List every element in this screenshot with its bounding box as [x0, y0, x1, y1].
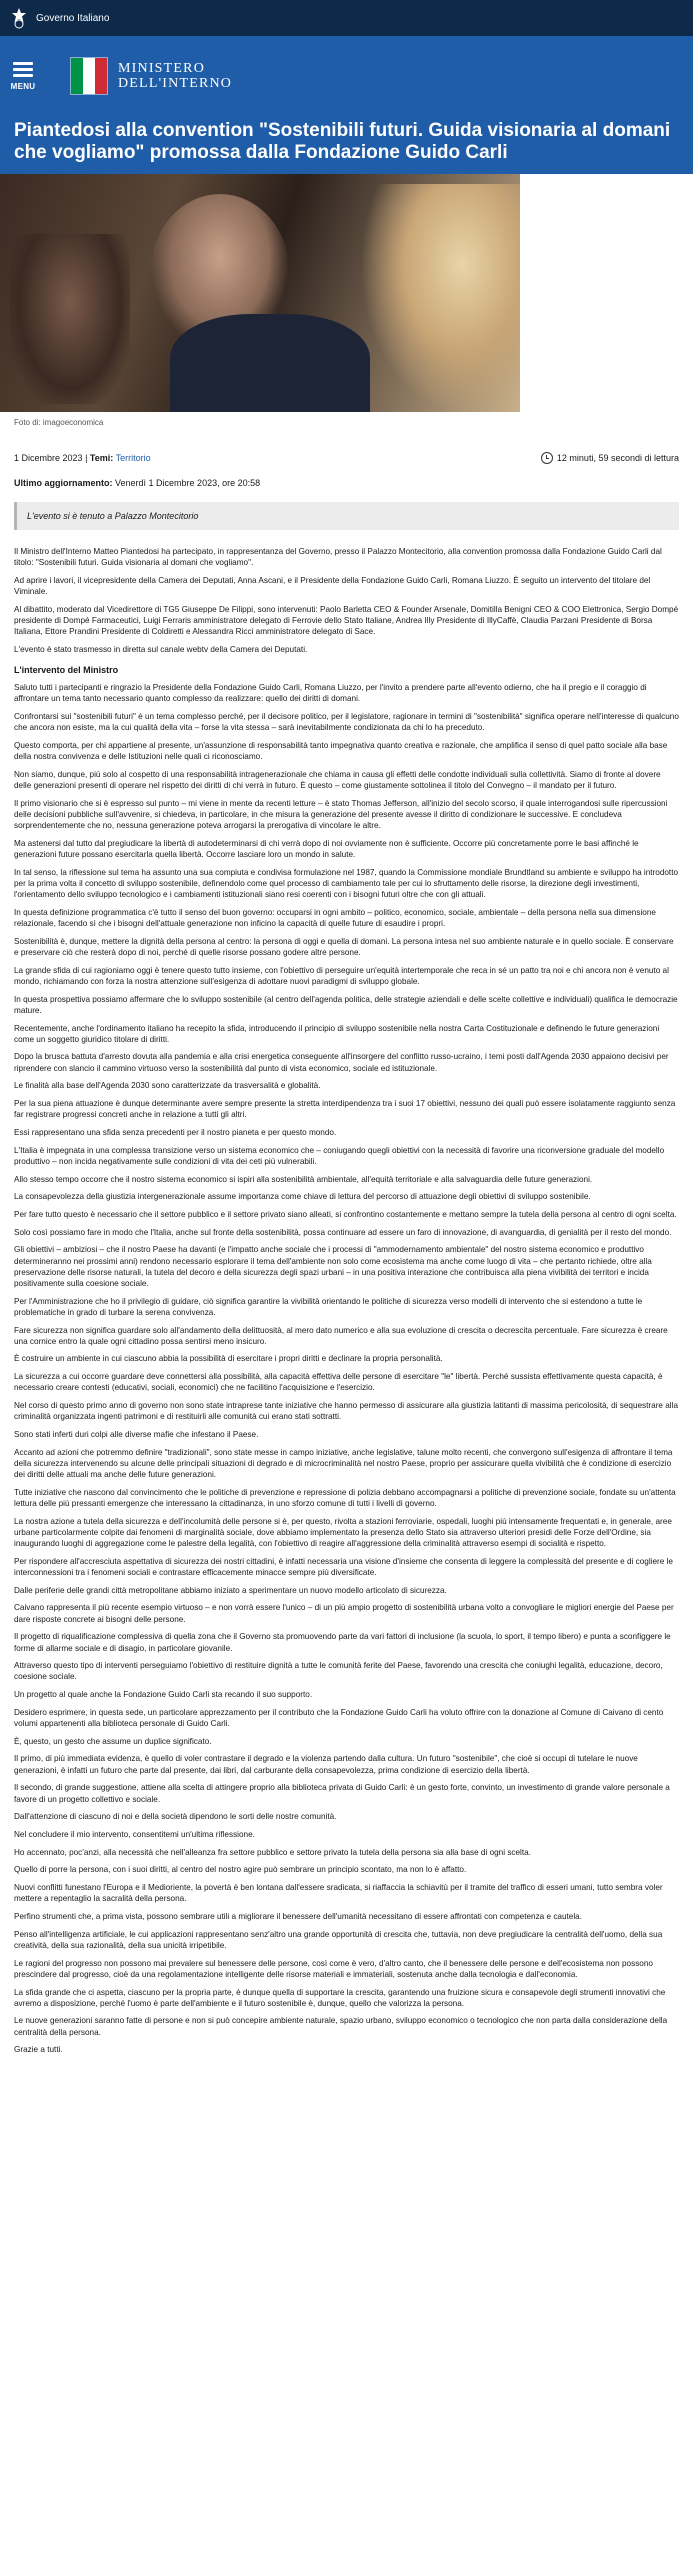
flag-green: [71, 58, 83, 94]
article-paragraph: La sfida grande che ci aspetta, ciascuno per la propria parte, è dunque quella di supportare la crescita, garantendo una fruizione sicura e consapevole degli strumenti innovativi che avremo a disposizione, perché l'uomo è parte dell'ambiente e il futuro sostenibile è, dunque, quello che valorizza la persona.: [14, 1987, 666, 2008]
article-paragraph: L'Italia è impegnata in una complessa transizione verso un sistema economico che – coniugando quegli obiettivi con la necessità di favorire una riconversione graduale del modello produttivo – non incida negativamente sulle condizioni di vita dei ceti più vulnerabili.: [14, 1145, 665, 1166]
menu-button[interactable]: [10, 62, 36, 91]
article-paragraph: Ad aprire i lavori, il vicepresidente della Camera dei Deputati, Anna Ascani, e il Presidente della Fondazione Guido Carli, Romana Liuzzo. È seguito un intervento del titolare del Viminale.: [14, 575, 651, 597]
article-paragraph: Le finalità alla base dell'Agenda 2030 sono caratterizzate da trasversalità e globalità.: [14, 1081, 321, 1091]
article-paragraph: In questa prospettiva possiamo affermare che lo sviluppo sostenibile (al centro dell'agenda politica, delle strategie aziendali e delle scelte collettive e individuali) qualifica le democrazie mature.: [14, 994, 678, 1015]
article-paragraph: In questa definizione programmatica c'è tutto il senso del buon governo: occuparsi in ogni ambito – politico, economico, sociale, ambientale – della persona nella sua dimensione relazionale, facendo sì che i bisogni dell'attuale generazione non inficino la capacità di quelle future di esaudire i propri.: [14, 907, 656, 929]
hamburger-icon-line: [13, 74, 33, 77]
themes-label: Temi:: [89, 453, 114, 463]
article-paragraph: Per l'Amministrazione che ho il privilegio di guidare, ciò significa garantire la vivibilità orientando le politiche di sicurezza verso modelli di intervento che si estendono a tutte le problematiche in grado di turbare la serena convivenza.: [14, 1296, 643, 1317]
article-paragraph: Per rispondere all'accresciuta aspettativa di sicurezza dei nostri cittadini, è infatti necessaria una visione d'insieme che consenta di leggere la complessità del presente e di cogliere le interconnessioni tra i fenomeni sociali e contrastare efficacemente minacce sempre più diversificate.: [14, 1556, 673, 1578]
article-paragraph: La nostra azione a tutela della sicurezza e dell'incolumità delle persone si è, per questo, rivolta a stazioni ferroviarie, ospedali, luoghi più intensamente frequentati e, in generale, aree urbane particolarmente colpite dai fenomeni di marginalità sociale, dove abbiamo implementato la presenza dello Stato sia attraverso ulteriori presidi delle Forze dell'Ordine, sia inaugurando luoghi di aggregazione come le palestre della legalità, con l'obiettivo di reagire all'aggressione della criminalità attraverso esempi di socialità e rispetto.: [14, 1516, 672, 1549]
reading-time-text: 12 minuti, 59 secondi di lettura: [556, 453, 679, 463]
article-paragraph: Il primo visionario che si è espresso sul punto – mi viene in mente da recenti letture – è stato Thomas Jefferson, all'inizio del secolo scorso, il quale interrogandosi sulle ripercussioni delle decisioni pubbliche sull'avvenire, si chiedeva, in particolare, in che misura la generazione del presente avesse il diritto di condizionare le successive. E concludeva sorprendentemente che no, nessuna generazione poteva arrogarsi la prerogativa di vincolare le altre.: [14, 798, 668, 831]
article-paragraph: È, questo, un gesto che assume un duplice significato.: [14, 1736, 212, 1746]
updated-label: Ultimo aggiornamento:: [14, 478, 113, 488]
logo-line1: MINISTERO: [118, 61, 206, 76]
menu-label: MENU: [10, 81, 36, 91]
article-paragraph: Recentemente, anche l'ordinamento italiano ha recepito la sfida, introducendo il principio di sviluppo sostenibile nella nostra Carta Costituzionale e definendo le future generazioni come un soggetto giuridico titolare di diritti.: [14, 1023, 660, 1044]
article-paragraph: Solo così possiamo fare in modo che l'Italia, anche sul fronte della sostenibilità, possa continuare ad essere un faro di innovazione, di avanguardia, di genialità per il resto del mondo.: [14, 1227, 672, 1237]
hamburger-icon: [13, 62, 33, 65]
article-paragraph: La consapevolezza della giustizia intergenerazionale assume importanza come chiave di lettura del percorso di attuazione degli obiettivi di sviluppo sostenibile.: [14, 1192, 591, 1202]
article-paragraph: Tutte iniziative che nascono dal convincimento che le politiche di prevenzione e repressione di polizia debbano accompagnarsi a politiche di prevenzione sociale, fondate su un'attenta lettura delle più pressanti emergenze che interessano la cittadinanza, in uno sforzo comune di tutti i livelli di governo.: [14, 1487, 676, 1508]
updated-value: Venerdì 1 Dicembre 2023, ore 20:58: [115, 478, 261, 488]
photo-figure: [360, 184, 520, 412]
article-paragraph: Il progetto di riqualificazione complessiva di quella zona che il Governo sta promuovendo parte da vari fattori di inclusione (la scuola, lo sport, il tempo libero) e punta a sconfiggere le forme di allarme sociale e di disagio, in particolare giovanile.: [14, 1632, 671, 1653]
section-heading: L'intervento del Ministro: [14, 665, 119, 676]
article-paragraph: Dall'attenzione di ciascuno di noi e della società dipendono le sorti delle nostre comunità.: [14, 1812, 337, 1822]
article-paragraph: Quello di porre la persona, con i suoi diritti, al centro del nostro agire può sembrare un principio scontato, ma non lo è affatto.: [14, 1865, 467, 1875]
flag-red: [95, 58, 107, 94]
article-paragraph: Dopo la brusca battuta d'arresto dovuta alla pandemia e alla crisi energetica conseguente all'insorgere del conflitto russo-ucraino, i temi posti dall'Agenda 2030 appaiono decisivi per riprendere con slancio il cammino virtuoso verso la sostenibilità dal punto di vista economico, sociale ed istituzionale.: [14, 1052, 669, 1073]
article-body: [0, 530, 693, 2056]
article-paragraph: Il primo, di più immediata evidenza, è quello di voler contrastare il degrado e la violenza partendo dalla cultura. Un futuro "sostenibile", che cioè si occupi di tutelare le nuove generazioni, è infatti un futuro che parte dal presente, dai libri, dal carburante della consapevolezza, prima condizione di esercizio della libertà.: [14, 1754, 638, 1775]
article-paragraph: Il Ministro dell'Interno Matteo Piantedosi ha partecipato, in rappresentanza del Governo, presso il Palazzo Montecitorio, alla convention promossa dalla Fondazione Guido Carli dal titolo: "Sostenibili futuri. Guida visionaria al domani che vogliamo".: [14, 547, 662, 568]
article-paragraph: La sicurezza a cui occorre guardare deve connettersi alla possibilità, alla capacità effettiva delle persone di esercitare "le" libertà. Perché sussista effettivamente questa capacità, è necessario creare contesti (educativi, sociali, economici) che ne facilitino l'acquisizione e l'esercizio.: [14, 1372, 663, 1393]
last-updated: [0, 464, 693, 488]
article-title: Piantedosi alla convention "Sostenibili futuri. Guida visionaria al domani che vogliamo" promossa dalla Fondazione Guido Carli: [14, 120, 671, 163]
article-paragraph: Caivano rappresenta il più recente esempio virtuoso – e non vorrà essere l'unico – di un più ampio progetto di sostenibilità urbana volto a convogliare le migliori energie del Paese per dare risposte concrete ai bisogni delle persone.: [14, 1603, 674, 1624]
article-paragraph: Attraverso questo tipo di interventi perseguiamo l'obiettivo di restituire dignità a tutte le comunità ferite del Paese, favorendo una crescita che coniughi legalità, educazione, decoro, coesione sociale.: [14, 1661, 663, 1682]
article-paragraph: Gli obiettivi – ambiziosi – che il nostro Paese ha davanti (e l'impatto anche sociale che i processi di "ammodernamento ambientale" del nostro sistema economico e produttivo determineranno nei prossimi anni) rendono necessario esplorare il tema dell'ambiente non solo come ecosistema ma anche come luogo di vita – che pertanto richiede, oltre alla preservazione delle risorse naturali, la tutela del decoro e della sicurezza degli spazi urbani – in una positiva interazione che contribuisca alla piena vivibilità dei territori e incida positivamente sulla coesione sociale.: [14, 1245, 652, 1288]
article-paragraph: Per la sua piena attuazione è dunque determinante avere sempre presente la stretta interdipendenza tra i suoi 17 obiettivi, nessuno dei quali può essere isolatamente raggiunto senza far registrare progressi concreti anche in relazione a tutti gli altri.: [14, 1099, 676, 1120]
ministry-logo[interactable]: [70, 57, 232, 95]
article-paragraph: Le nuove generazioni saranno fatte di persone e non si può concepire ambiente naturale, spazio urbano, sviluppo economico o tecnologico che non parta dalla considerazione della centralità della persona.: [14, 2016, 668, 2037]
article-paragraph: Nel concludere il mio intervento, consentitemi un'ultima riflessione.: [14, 1829, 255, 1839]
article-paragraph: È costruire un ambiente in cui ciascuno abbia la possibilità di esercitare i propri diritti e declinare la propria personalità.: [14, 1354, 443, 1364]
article-paragraph: Ma astenersi dal tutto dal pregiudicare la libertà di autodeterminarsi di chi verrà dopo di noi ovviamente non è sufficiente. Occorre più concretamente porre le basi affinché le generazioni future possano esercitarla quella libertà. Occorre lasciare loro un mondo in salute.: [14, 838, 639, 860]
article-paragraph: Perfino strumenti che, a prima vista, possono sembrare utili a migliorare il benessere dell'umanità necessitano di essere affrontati con competenza e cautela.: [14, 1911, 583, 1921]
logo-line2: DELL'INTERNO: [118, 76, 233, 91]
article-photo: [0, 174, 520, 412]
italian-emblem-icon: [10, 7, 28, 29]
article-paragraph: La grande sfida di cui ragioniamo oggi è tenere questo tutto insieme, con l'obiettivo di perseguire un'equità intertemporale che reca in sé un patto tra noi e chi ancora non è venuto al mondo, richiamando con forza la nostra attenzione sull'esigenza di adottare nuovi paradigmi di sviluppo globale.: [14, 965, 669, 986]
article-paragraph: Non siamo, dunque, più solo al cospetto di una responsabilità intragenerazionale che chiama in causa gli effetti delle condotte individuali sulla collettività. Siamo di fronte al dovere delle generazioni presenti di operare nel rispetto dei diritti di chi verrà in futuro. È questo – come giustamente sottolinea il titolo del Convegno – il mandato per il futuro.: [14, 769, 661, 791]
article-paragraph: Confrontarsi sui "sostenibili futuri" è un tema complesso perché, per il decisore politico, per il legislatore, ragionare in termini di "sostenibilità" significa operare nell'interesse di qualcuno che ancora non esiste, ma la cui qualità della vita – forse la vita stessa – sarà inevitabilmente condizionata da chi lo ha preceduto.: [14, 712, 679, 733]
meta-separator: |: [85, 453, 90, 463]
article-paragraph: Al dibattito, moderato dal Vicedirettore di TG5 Giuseppe De Filippi, sono intervenuti: Paolo Barletta CEO & Founder Arsenale, Domitilla Benigni CEO & COO Elettronica, Sergio Dompé presidente di Dompé Farmaceutici, Luigi Ferraris amministratore delegato di Ferrovie dello Stato Italiane, Andrea Illy Presidente di IllyCaffè, Claudia Parzani Presidente di Borsa Italiana, Ettore Prandini Presidente di Coldiretti e Alessandra Ricci amministratore delegato di Sace.: [14, 604, 679, 637]
article-paragraph: Nuovi conflitti funestano l'Europa e il Medioriente, la povertà è ben lontana dall'essere sradicata, si riaffaccia la schiavitù per il tramite del traffico di esseri umani, tutto sembra voler mettere a repentaglio la sacralità della persona.: [14, 1883, 663, 1904]
photo-caption: Foto di: imagoeconomica: [14, 418, 104, 427]
site-header: [0, 36, 693, 116]
article-paragraph: Essi rappresentano una sfida senza precedenti per il nostro pianeta e per questo mondo.: [14, 1127, 337, 1137]
reading-time: [541, 452, 679, 464]
hamburger-icon-line: [13, 68, 33, 71]
article-paragraph: Il secondo, di grande suggestione, attiene alla scelta di attingere proprio alla biblioteca privata di Guido Carli: è un gesto forte, convinto, un investimento di grande valore personale a favore di un progetto collettivo e sociale.: [14, 1783, 670, 1804]
article-paragraph: Penso all'intelligenza artificiale, le cui applicazioni rappresentano senz'altro una grande opportunità di crescita che, tuttavia, non deve pregiudicare la centralità dell'uomo, della sua creatività, della sua razionalità, della sua unicità irripetibile.: [14, 1929, 663, 1950]
government-label[interactable]: Governo Italiano: [36, 12, 110, 24]
italian-flag-icon: [70, 57, 108, 95]
photo-figure: [170, 314, 370, 412]
article-paragraph: Questo comporta, per chi appartiene al presente, un'assunzione di responsabilità tanto impegnativa quanto creativa e razionale, che amplifica il senso di quel patto sociale alla base della nostra convivenza e delle Istituzioni nelle quali ci riconosciamo.: [14, 740, 668, 762]
article-paragraph: Per fare tutto questo è necessario che il settore pubblico e il settore privato siano alleati, si confrontino costantemente e mettano sempre la tutela della persona al centro di ogni scelta.: [14, 1209, 677, 1219]
article-paragraph: Saluto tutti i partecipanti e ringrazio la Presidente della Fondazione Guido Carli, Romana Liuzzo, per l'invito a prendere parte all'evento odierno, che ha il pregio e il coraggio di affrontare un tema tanto necessario quanto complesso da realizzare: quello dei diritti di domani.: [14, 683, 647, 704]
government-bar: [0, 0, 693, 36]
article-paragraph: Un progetto al quale anche la Fondazione Guido Carli sta recando il suo supporto.: [14, 1690, 313, 1700]
article-paragraph: Nel corso di questo primo anno di governo non sono state intraprese tante iniziative che hanno permesso di assicurare alla giustizia latitanti di massima pericolosità, di sequestrare alla criminalità organizzata ingenti patrimoni e di restituirli alle comunità cui erano stati sottratti.: [14, 1401, 678, 1422]
theme-link[interactable]: Territorio: [115, 453, 151, 463]
article-paragraph: L'evento è stato trasmesso in diretta sul canale webtv della Camera dei Deputati.: [14, 644, 308, 654]
intro-section: [14, 546, 679, 655]
article-paragraph: Fare sicurezza non significa guardare solo all'andamento della delittuosità, al mero dato numerico e alla sua evoluzione di crescita o decrescita percentuale. Fare sicurezza è creare una cornice entro la quale ogni cittadino possa sentirsi meno insicuro.: [14, 1325, 668, 1346]
article-paragraph: Dalle periferie delle grandi città metropolitane abbiamo iniziato a sperimentare un nuovo modello articolato di sicurezza.: [14, 1585, 447, 1595]
speech-section: [14, 682, 679, 2055]
flag-white: [83, 58, 95, 94]
article-paragraph: Desidero esprimere, in questa sede, un particolare apprezzamento per il contributo che la Fondazione Guido Carli ha voluto offrire con la donazione al Comune di Caivano di cento volumi appartenenti alla biblioteca personale di Guido Carli.: [14, 1707, 664, 1729]
article-paragraph: Sostenibilità è, dunque, mettere la dignità della persona al centro: la persona di oggi e quella di domani. La persona intesa nel suo ambiente naturale e in quello sociale. È conservare e preservare ciò che resterà dopo di noi, perché di quelle risorse possano godere altre persone.: [14, 936, 674, 957]
article-paragraph: In tal senso, la riflessione sul tema ha assunto una sua compiuta e condivisa formulazione nel 1987, quando la Commissione mondiale Brundtland su ambiente e sviluppo ha introdotto per la prima volta il concetto di sviluppo sostenibile, definendolo come quel processo di cambiamento tale per cui lo sfruttamento delle risorse, la direzione degli investimenti, l'orientamento dello sviluppo tecnologico e i cambiamenti istituzionali siano resi coerenti con i bisogni futuri oltre che con gli attuali.: [14, 867, 679, 900]
article-paragraph: Ho accennato, poc'anzi, alla necessità che nell'alleanza fra settore pubblico e settore privato la tutela della persona sia alla base di ogni scelta.: [14, 1847, 531, 1857]
article-meta: [0, 434, 693, 464]
photo-figure: [10, 234, 130, 404]
logo-text: [118, 61, 232, 91]
article-paragraph: Allo stesso tempo occorre che il nostro sistema economico si ispiri alla sostenibilità ambientale, all'equità territoriale e alla salvaguardia delle future generazioni.: [14, 1174, 593, 1184]
date-theme: [14, 453, 151, 463]
title-band: [0, 116, 693, 174]
event-callout: L'evento si è tenuto a Palazzo Montecitorio: [14, 502, 679, 530]
article-paragraph: Sono stati inferti duri colpi alle diverse mafie che infestano il Paese.: [14, 1429, 259, 1439]
clock-icon: [541, 452, 553, 464]
article-paragraph: Accanto ad azioni che potremmo definire "tradizionali", sono state messe in campo iniziative, anche legislative, talune molto recenti, che convergono sull'esigenza di affrontare il tema della sicurezza intervenendo su alcune delle principali situazioni di degrado e di microcriminalità nel nostro Paese, proprio per assicurare quella vivibilità che è condizione di esercizio dei diritti delle attuali ma anche delle future generazioni.: [14, 1447, 673, 1480]
article-paragraph: Grazie a tutti.: [14, 2045, 63, 2055]
article-date: 1 Dicembre 2023: [14, 453, 83, 463]
article-paragraph: Le ragioni del progresso non possono mai prevalere sul benessere delle persone, così come è vero, d'altro canto, che il benessere delle persone e dell'ecosistema non possono prescindere dal progresso, cioè da una regolamentazione intelligente delle risorse materiali e immateriali, sostenuta anche dalla tecnologia e dall'economia.: [14, 1958, 653, 1979]
